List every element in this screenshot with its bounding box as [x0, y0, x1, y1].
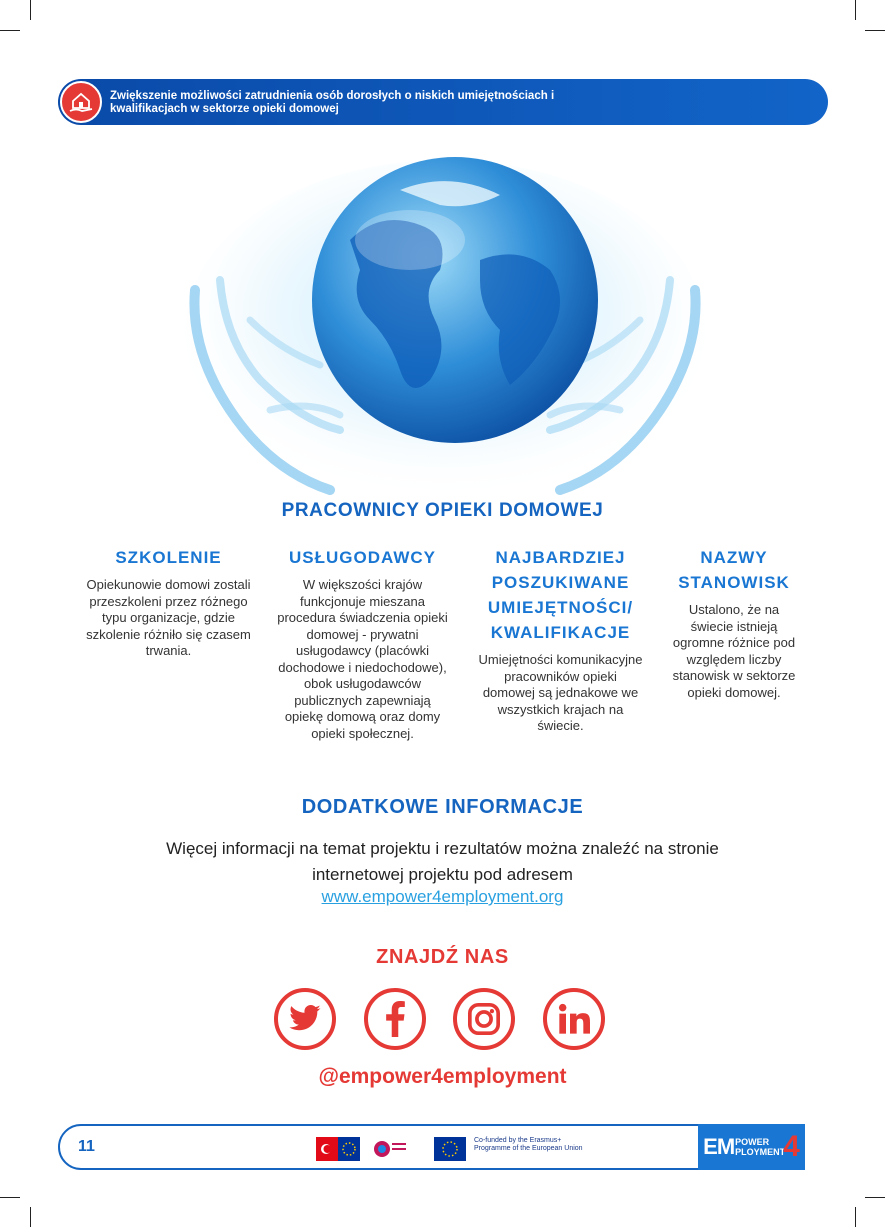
flag-tr-eu-icon	[316, 1137, 360, 1161]
column-job-titles	[660, 545, 808, 701]
column-training	[81, 545, 256, 660]
column-title: USŁUGODAWCY	[289, 548, 436, 567]
column-text: Opiekunowie domowi zostali przeszkoleni przez różnego typu organizacje, gdzie szkolenie różniło się czasem trwania.	[86, 577, 251, 658]
brand-power: POWER	[735, 1137, 770, 1147]
home-care-icon	[60, 81, 102, 123]
linkedin-icon[interactable]	[543, 988, 605, 1050]
eu-funding-text: Co-funded by the Erasmus+ Programme of the European Union	[474, 1137, 583, 1152]
website-link[interactable]: www.empower4employment.org	[321, 887, 564, 906]
more-info-text: Więcej informacji na temat projektu i rezultatów można znaleźć na stronie internetowej projektu pod adresem	[166, 839, 719, 884]
column-providers	[275, 545, 450, 742]
social-handle: @empower4employment	[318, 1065, 567, 1088]
brand-em: EM	[703, 1134, 735, 1159]
crop-mark	[0, 1197, 20, 1198]
column-skills	[473, 545, 648, 735]
column-text: Umiejętności komunikacyjne pracowników opieki domowej są jednakowe we wszystkich krajach na świecie.	[478, 652, 643, 733]
crop-mark	[865, 1197, 885, 1198]
brand-ployment: PLOYMENT	[735, 1147, 786, 1157]
page-number: 11	[78, 1138, 95, 1155]
crop-mark	[855, 0, 856, 20]
column-title: NAJBARDZIEJ POSZUKIWANE UMIEJĘTNOŚCI/ KWALIFIKACJE	[487, 548, 634, 642]
globe-hands-illustration	[150, 150, 740, 500]
eu-flag-icon	[434, 1137, 466, 1161]
crop-mark	[0, 30, 20, 31]
more-info-title: DODATKOWE INFORMACJE	[301, 796, 584, 818]
column-title: NAZWY STANOWISK	[678, 548, 790, 592]
find-us-title: ZNAJDŹ NAS	[376, 946, 509, 968]
crop-mark	[30, 0, 31, 20]
partner-logos	[316, 1135, 466, 1163]
column-title: SZKOLENIE	[115, 548, 222, 567]
column-text: Ustalono, że na świecie istnieją ogromne różnice pod względem liczby stanowisk w sektorze opieki domowej.	[672, 602, 796, 700]
partner-logo-icon	[372, 1137, 408, 1161]
instagram-icon[interactable]	[453, 988, 515, 1050]
empower-logo	[698, 1124, 805, 1170]
main-title: PRACOWNICY OPIEKI DOMOWEJ	[281, 500, 604, 521]
crop-mark	[30, 1207, 31, 1227]
brand-number: 4	[783, 1130, 800, 1163]
column-text: W większości krajów funkcjonuje mieszana procedura świadczenia opieki domowej - prywatni usługodawcy (placówki dochodowe i niedochodowe), obok usługodawców publicznych zapewniają opiekę domową oraz domy opieki społecznej.	[277, 577, 448, 741]
header-title: Zwiększenie możliwości zatrudnienia osób dorosłych o niskich umiejętnościach i kwalifikacjach w sektorze opieki domowej	[110, 90, 555, 115]
facebook-icon[interactable]	[364, 988, 426, 1050]
crop-mark	[855, 1207, 856, 1227]
brand-stack	[735, 1137, 785, 1157]
crop-mark	[865, 30, 885, 31]
twitter-icon[interactable]	[274, 988, 336, 1050]
